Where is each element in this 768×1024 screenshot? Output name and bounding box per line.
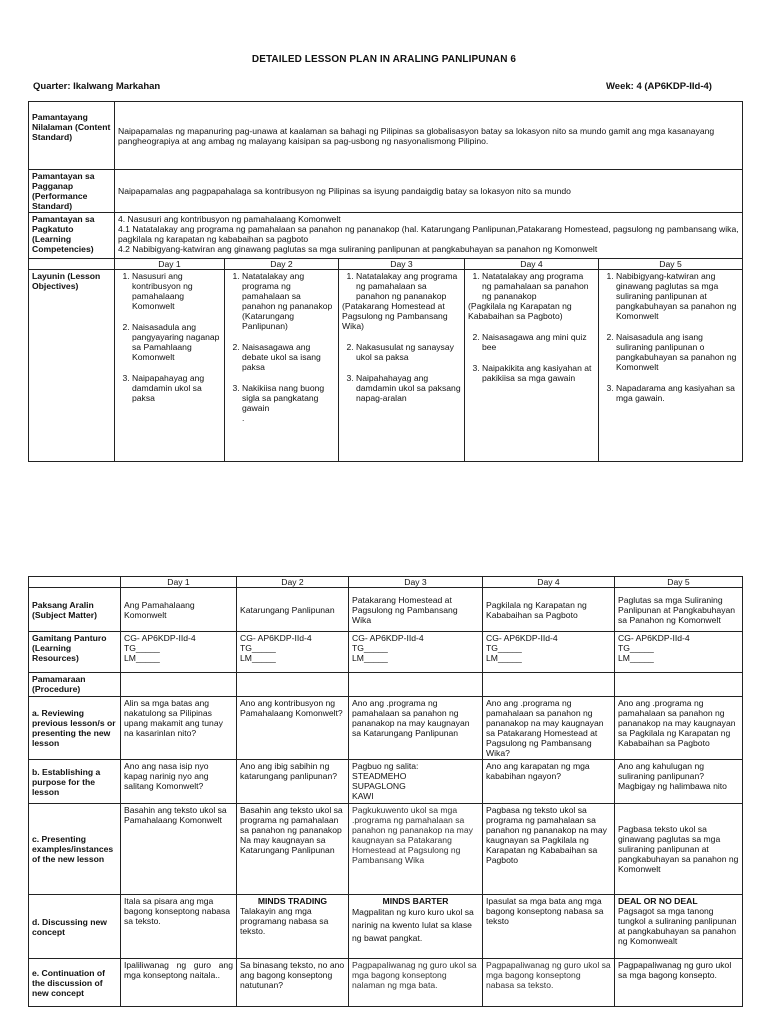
objectives-day1 xyxy=(115,270,225,462)
cell: Ano ang ibig sabihin ng katarungang panlipunan? xyxy=(237,760,349,804)
competencies-row xyxy=(29,213,743,259)
row-label: a. Reviewing previous lesson/s or presenting the new lesson xyxy=(29,697,121,760)
objective-item: 3. Naipapahayag ang damdamin ukol sa paksa xyxy=(132,373,221,403)
cell: Ano ang nasa isip nyo kapag narinig nyo ang salitang Komonwelt? xyxy=(121,760,237,804)
objective-note: (Patakarang Homestead at Pagsulong ng Pambansang Wika) xyxy=(342,301,448,331)
cell: Ano ang kahulugan ng suliraning panlipunan? Magbigay ng halimbawa nito xyxy=(615,760,743,804)
cell: CG- AP6KDP-IId-4 TG_____ LM_____ xyxy=(237,632,349,673)
cell: Ipasulat sa mga bata ang mga bagong konseptong nabasa sa teksto xyxy=(483,895,615,959)
cell: Pagpapaliwanag ng guro ukol sa mga bagong konseptong nabasa sa teksto. xyxy=(483,959,615,1007)
activity-heading: MINDS BARTER xyxy=(382,896,449,906)
cell-text: Talakayin ang mga programang nabasa sa teksto. xyxy=(240,906,329,936)
cell: Pagpapaliwanag ng guro ukol sa mga bagong konsepto. xyxy=(615,959,743,1007)
content-standard-row xyxy=(29,102,743,170)
cell: Basahin ang teksto ukol sa programa ng pamahalaan sa panahon ng pananakop Na may kaugnayan sa Katarungang Panlipunan xyxy=(237,804,349,895)
presenting-row xyxy=(29,804,743,895)
objective-item: 3. Nakikiisa nang buong sigla sa pangkatang gawain xyxy=(242,383,335,413)
competencies-label: Pamantayan sa Pagkatuto (Learning Competencies) xyxy=(29,213,115,259)
cell: CG- AP6KDP-IId-4 TG_____ LM_____ xyxy=(483,632,615,673)
day-header-spacer xyxy=(29,259,115,270)
cell: CG- AP6KDP-IId-4 TG_____ LM_____ xyxy=(121,632,237,673)
week-label: Week: 4 (AP6KDP-IId-4) xyxy=(606,81,712,92)
cell xyxy=(349,673,483,697)
day-header-row xyxy=(29,259,743,270)
subject-matter-row xyxy=(29,588,743,632)
day-header-2: Day 2 xyxy=(237,577,349,588)
objective-item: 2. Naisasagawa ang debate ukol sa isang paksa xyxy=(242,342,335,372)
activity-heading: DEAL OR NO DEAL xyxy=(618,896,698,906)
objective-item: 1. Natatalakay ang programa ng pamahalaan sa panahon ng pananakop (Katarungang Panlipunan) xyxy=(242,271,335,331)
cell: Pagbasa ng teksto ukol sa programa ng pamahalaan sa panahon ng pananakop na may kaugnayan sa Pagkilala ng Karapatan ng Kababaihan sa Pagboto xyxy=(483,804,615,895)
objectives-day5 xyxy=(599,270,743,462)
activity-heading: MINDS TRADING xyxy=(257,896,328,906)
day-header-spacer xyxy=(29,577,121,588)
objectives-row xyxy=(29,270,743,462)
objective-item: 1. Nabibigyang-katwiran ang ginawang paglutas sa mga suliraning panlipunan at pangkabuhayan sa panahon ng Komonwelt xyxy=(616,271,739,321)
cell xyxy=(615,895,743,959)
row-label: d. Discussing new concept xyxy=(29,895,121,959)
performance-standard-text: Naipapamalas ang pagpapahalaga sa kontribusyon ng Pilipinas sa isyung pandaigdig batay sa lokasyon nito sa mundo xyxy=(115,170,743,213)
cell: CG- AP6KDP-IId-4 TG_____ LM_____ xyxy=(615,632,743,673)
quarter-label: Quarter: Ikalwang Markahan xyxy=(33,81,161,92)
reviewing-row xyxy=(29,697,743,760)
day-header-4: Day 4 xyxy=(465,259,599,270)
cell: Ipaliliwanag ng guro ang mga konseptong naitala.. xyxy=(121,959,237,1007)
purpose-row xyxy=(29,760,743,804)
competency-line-2: 4.1 Natatalakay ang programa ng pamahalaan sa panahon ng pananakop (hal. Katarungang Panlipunan,Patakarang Homestead, pagsulong ng pambansang wika, pagkilala ng karapatan ng kababaihan sa pagboto xyxy=(118,224,739,244)
row-label: Pamamaraan (Procedure) xyxy=(29,673,121,697)
cell: Katarungang Panlipunan xyxy=(237,588,349,632)
day-header-1: Day 1 xyxy=(115,259,225,270)
cell: Ano ang .programa ng pamahalaan sa panahon ng pananakop na may kaugnayan sa Pagkilala ng Karapatan ng Kababaihan sa Pagboto xyxy=(615,697,743,760)
procedure-table xyxy=(28,576,743,1007)
competencies-text xyxy=(115,213,743,259)
continuation-row xyxy=(29,959,743,1007)
row-label: Gamitang Panturo (Learning Resources) xyxy=(29,632,121,673)
objective-item: 3. Naipahahayag ang damdamin ukol sa paksang napag-aralan xyxy=(356,373,461,403)
objectives-label: Layunin (Lesson Objectives) xyxy=(29,270,115,462)
cell xyxy=(483,673,615,697)
objectives-day4 xyxy=(465,270,599,462)
cell-text: Magpalitan ng kuro kuro ukol sa narinig na kwento Iulat sa klase ng bawat pangkat. xyxy=(352,907,474,943)
day-header-4: Day 4 xyxy=(483,577,615,588)
objective-note: (Pagkilala ng Karapatan ng Kababaihan sa Pagboto) xyxy=(468,301,572,321)
document-title: DETAILED LESSON PLAN IN ARALING PANLIPUNAN 6 xyxy=(251,54,517,65)
procedure-day-header-row xyxy=(29,577,743,588)
objective-item: 1. Nasusuri ang kontribusyon ng pamahalaang Komonwelt xyxy=(132,271,221,311)
standards-table xyxy=(28,101,743,462)
cell: Ang Pamahalaang Komonwelt xyxy=(121,588,237,632)
objective-item: 2. Naisasadula ang pangyayaring naganap sa Pamahlaang Komonwelt xyxy=(132,322,221,362)
cell: Itala sa pisara ang mga bagong konseptong nabasa sa teksto. xyxy=(121,895,237,959)
cell: Patakarang Homestead at Pagsulong ng Pambansang Wika xyxy=(349,588,483,632)
objective-item: 1. Natatalakay ang programa ng pamahalaan sa panahon ng pananakop xyxy=(356,271,461,301)
day-header-1: Day 1 xyxy=(121,577,237,588)
cell: Sa binasang teksto, no ano ang bagong konseptong natutunan? xyxy=(237,959,349,1007)
cell xyxy=(349,895,483,959)
content-standard-label: Pamantayang Nilalaman (Content Standard) xyxy=(29,102,115,170)
row-label: Paksang Aralin (Subject Matter) xyxy=(29,588,121,632)
cell xyxy=(121,673,237,697)
competency-line-1: 4. Nasusuri ang kontribusyon ng pamahalaang Komonwelt xyxy=(118,214,341,224)
cell: Pagkilala ng Karapatan ng Kababaihan sa Pagboto xyxy=(483,588,615,632)
objective-item: 3. Napadarama ang kasiyahan sa mga gawain. xyxy=(616,383,739,403)
objective-item: 2. Naisasagawa ang mini quiz bee xyxy=(482,332,595,352)
objective-extra: . xyxy=(242,413,245,423)
cell: Pagpapaliwanag ng guro ukol sa mga bagong konseptong nalaman ng mga bata. xyxy=(349,959,483,1007)
procedure-row xyxy=(29,673,743,697)
row-label: b. Establishing a purpose for the lesson xyxy=(29,760,121,804)
day-header-3: Day 3 xyxy=(349,577,483,588)
cell: Pagbasa teksto ukol sa ginawang paglutas sa mga suliraning panlipunan at pangkabuhayan sa panahon ng Komonwelt xyxy=(615,804,743,895)
performance-standard-row xyxy=(29,170,743,213)
objective-item: 1. Natatalakay ang programa ng pamahalaan sa panahon ng pananakop xyxy=(482,271,595,301)
cell: Pagkukuwento ukol sa mga .programa ng pamahalaan sa panahon ng pananakop na may kaugnayan sa Patakarang Homestead at Pagsulong ng Pambansang Wika xyxy=(349,804,483,895)
cell: Pagbuo ng salita: STEADMEHO SUPAGLONG KAWI xyxy=(349,760,483,804)
cell xyxy=(615,673,743,697)
day-header-3: Day 3 xyxy=(339,259,465,270)
objectives-day2 xyxy=(225,270,339,462)
day-header-2: Day 2 xyxy=(225,259,339,270)
cell-text: Pagsagot sa mga tanong tungkol a suliraning panlipunan at pangkabuhayan sa panahon ng Komonwealt xyxy=(618,906,737,946)
objective-item: 2. Nakasusulat ng sanaysay ukol sa paksa xyxy=(356,342,461,362)
cell: Basahin ang teksto ukol sa Pamahalaang Komonwelt xyxy=(121,804,237,895)
cell: Alin sa mga batas ang nakatulong sa Pilipinas upang makamit ang tunay na kasarinlan nito? xyxy=(121,697,237,760)
cell xyxy=(237,895,349,959)
learning-resources-row xyxy=(29,632,743,673)
discussing-row xyxy=(29,895,743,959)
performance-standard-label: Pamantayan sa Pagganap (Performance Standard) xyxy=(29,170,115,213)
day-header-5: Day 5 xyxy=(615,577,743,588)
cell xyxy=(237,673,349,697)
day-header-5: Day 5 xyxy=(599,259,743,270)
cell: Ano ang kontribusyon ng Pamahalaang Komonwelt? xyxy=(237,697,349,760)
objective-item: 3. Naipakikita ang kasiyahan at pakikiisa sa mga gawain xyxy=(482,363,595,383)
cell: Ano ang .programa ng pamahalaan sa panahon ng pananakop na may kaugnayan sa Patakarang Homestead at Pagsulong ng Pambansang Wika? xyxy=(483,697,615,760)
row-label: e. Continuation of the discussion of new concept xyxy=(29,959,121,1007)
cell: Ano ang karapatan ng mga kababihan ngayon? xyxy=(483,760,615,804)
objectives-day3 xyxy=(339,270,465,462)
content-standard-text: Naipapamalas ng mapanuring pag-unawa at kaalaman sa bahagi ng Pilipinas sa globalisasyon batay sa lokasyon nito sa mundo gamit ang mga kasanayang pangheograpiya at ang ambag ng malayang kaisipan sa pag-usbong ng nasyonalismong Pilipino. xyxy=(115,102,743,170)
objective-item: 2. Naisasadula ang isang suliraning panlipunan o pangkabuhayan sa panahon ng Komonwelt xyxy=(616,332,739,372)
competency-line-3: 4.2 Nabibigyang-katwiran ang ginawang paglutas sa mga suliraning panlipunan at pangkabuhayan sa panahon ng Komonwelt xyxy=(118,244,598,254)
cell: Ano ang .programa ng pamahalaan sa panahon ng pananakop na may kaugnayan sa Katarungang Panlipunan xyxy=(349,697,483,760)
row-label: c. Presenting examples/instances of the new lesson xyxy=(29,804,121,895)
cell: CG- AP6KDP-IId-4 TG_____ LM_____ xyxy=(349,632,483,673)
cell: Paglutas sa mga Suliraning Panlipunan at Pangkabuhayan sa Panahon ng Komonwelt xyxy=(615,588,743,632)
